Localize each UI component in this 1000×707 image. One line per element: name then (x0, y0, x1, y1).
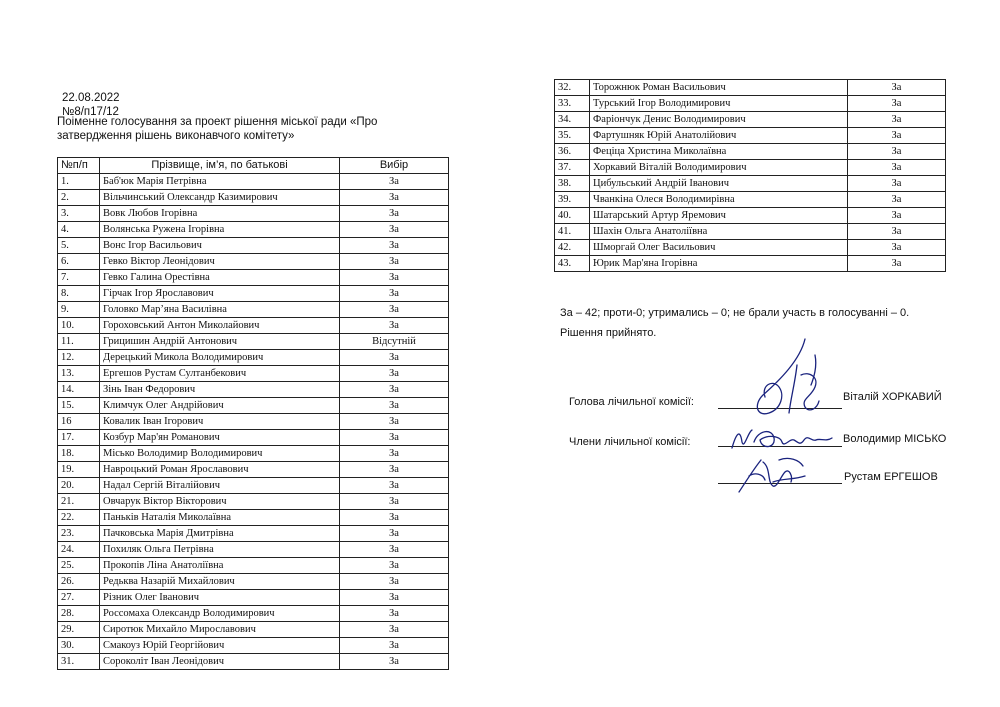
vote-choice: За (340, 637, 449, 653)
table-row (58, 509, 449, 525)
member-name: Вільчинський Олександр Казимирович (100, 189, 340, 205)
member-name: Овчарук Віктор Вікторович (100, 493, 340, 509)
members-label: Члени лічильної комісії: (569, 436, 691, 448)
document-number: №8/п17/12 (62, 106, 119, 118)
table-row (555, 176, 946, 192)
table-row (58, 429, 449, 445)
vote-choice: За (340, 413, 449, 429)
member-name: Різник Олег Іванович (100, 589, 340, 605)
table-row (58, 637, 449, 653)
member-name: Редьква Назарій Михайлович (100, 573, 340, 589)
col-header-number: №п/п (58, 158, 100, 174)
row-number: 6. (58, 253, 100, 269)
member-name: Головко Мар’яна Василівна (100, 301, 340, 317)
table-row (555, 208, 946, 224)
vote-choice: За (848, 208, 946, 224)
member-name: Місько Володимир Володимирович (100, 445, 340, 461)
member-name: Зінь Іван Федорович (100, 381, 340, 397)
table-row (58, 173, 449, 189)
table-row (58, 621, 449, 637)
row-number: 36. (555, 144, 590, 160)
col-header-choice: Вибір (340, 158, 449, 174)
row-number: 13. (58, 365, 100, 381)
member-name: Ергешов Рустам Султанбекович (100, 365, 340, 381)
chair-name: Віталій ХОРКАВИЙ (843, 391, 942, 403)
table-row (58, 205, 449, 221)
table-row (58, 477, 449, 493)
row-number: 35. (555, 128, 590, 144)
row-number: 38. (555, 176, 590, 192)
table-row (58, 541, 449, 557)
member-name: Паньків Наталія Миколаївна (100, 509, 340, 525)
row-number: 15. (58, 397, 100, 413)
table-row (555, 96, 946, 112)
member-name: Шахін Ольга Анатоліївна (590, 224, 848, 240)
vote-choice: За (340, 205, 449, 221)
member-name: Фартушняк Юрій Анатолійович (590, 128, 848, 144)
row-number: 3. (58, 205, 100, 221)
member-name: Хоркавий Віталій Володимирович (590, 160, 848, 176)
row-number: 22. (58, 509, 100, 525)
vote-choice: За (340, 573, 449, 589)
row-number: 29. (58, 621, 100, 637)
member-name: Вонс Ігор Васильович (100, 237, 340, 253)
table-row (58, 525, 449, 541)
document-date: 22.08.2022 (62, 92, 120, 104)
vote-choice: За (340, 429, 449, 445)
vote-choice: За (848, 240, 946, 256)
decision-text: Рішення прийнято. (560, 327, 657, 339)
row-number: 27. (58, 589, 100, 605)
table-row (58, 573, 449, 589)
table-row (58, 461, 449, 477)
row-number: 26. (58, 573, 100, 589)
row-number: 39. (555, 192, 590, 208)
member-name: Гевко Віктор Леонідович (100, 253, 340, 269)
row-number: 16 (58, 413, 100, 429)
vote-choice: За (340, 557, 449, 573)
member2-name: Рустам ЕРГЕШОВ (844, 471, 938, 483)
vote-choice: За (340, 173, 449, 189)
member1-signature (728, 420, 838, 455)
chair-signature (745, 335, 840, 425)
vote-choice: За (340, 605, 449, 621)
row-number: 41. (555, 224, 590, 240)
table-row (58, 365, 449, 381)
row-number: 25. (58, 557, 100, 573)
table-row (555, 224, 946, 240)
table-row (58, 237, 449, 253)
table-row (58, 317, 449, 333)
table-row (555, 160, 946, 176)
vote-choice: За (340, 589, 449, 605)
vote-choice: За (340, 381, 449, 397)
row-number: 24. (58, 541, 100, 557)
row-number: 21. (58, 493, 100, 509)
table-row (58, 653, 449, 669)
vote-choice: За (340, 269, 449, 285)
vote-choice: За (848, 160, 946, 176)
row-number: 43. (555, 256, 590, 272)
vote-choice: За (340, 493, 449, 509)
table-row (555, 144, 946, 160)
table-row (58, 189, 449, 205)
vote-choice: За (848, 176, 946, 192)
row-number: 31. (58, 653, 100, 669)
vote-choice: За (340, 525, 449, 541)
table-row (58, 285, 449, 301)
member-name: Баб'юк Марія Петрівна (100, 173, 340, 189)
row-number: 5. (58, 237, 100, 253)
table-row (555, 240, 946, 256)
document-intro: Поіменне голосування за проект рішення міської ради «Про затвердження рішень виконавчого комітету» (57, 116, 378, 142)
member-name: Шморгай Олег Васильович (590, 240, 848, 256)
vote-table-left (57, 157, 449, 670)
member-name: Смакоуз Юрій Георгійович (100, 637, 340, 653)
member-name: Чванкіна Олеся Володимирівна (590, 192, 848, 208)
row-number: 30. (58, 637, 100, 653)
row-number: 37. (555, 160, 590, 176)
vote-choice: За (340, 365, 449, 381)
row-number: 18. (58, 445, 100, 461)
vote-table-right (554, 79, 946, 272)
row-number: 7. (58, 269, 100, 285)
vote-choice: За (340, 509, 449, 525)
member-name: Шатарський Артур Яремович (590, 208, 848, 224)
member-name: Грицишин Андрій Антонович (100, 333, 340, 349)
member-name: Ковалик Іван Ігорович (100, 413, 340, 429)
vote-choice: За (848, 96, 946, 112)
vote-choice: За (848, 80, 946, 96)
row-number: 34. (555, 112, 590, 128)
row-number: 28. (58, 605, 100, 621)
vote-choice: За (340, 541, 449, 557)
table-row (555, 112, 946, 128)
member-name: Юрик Мар'яна Ігорівна (590, 256, 848, 272)
member-name: Турський Ігор Володимирович (590, 96, 848, 112)
member2-signature (733, 452, 813, 497)
vote-choice: За (340, 301, 449, 317)
vote-choice: За (340, 317, 449, 333)
member-name: Гевко Галина Орестівна (100, 269, 340, 285)
member-name: Сороколіт Іван Леонідович (100, 653, 340, 669)
table-row (58, 333, 449, 349)
table-row (58, 605, 449, 621)
table-header-row (58, 158, 449, 174)
table-row (58, 269, 449, 285)
member-name: Навроцький Роман Ярославович (100, 461, 340, 477)
table-row (555, 192, 946, 208)
vote-summary: За – 42; проти-0; утримались – 0; не брали участь в голосуванні – 0. (560, 307, 910, 319)
vote-choice: За (340, 653, 449, 669)
table-row (58, 349, 449, 365)
vote-choice: За (848, 256, 946, 272)
row-number: 32. (555, 80, 590, 96)
table-row (58, 221, 449, 237)
vote-choice: За (340, 461, 449, 477)
table-row (58, 253, 449, 269)
table-row (58, 381, 449, 397)
chair-label: Голова лічильної комісії: (569, 396, 694, 408)
row-number: 19. (58, 461, 100, 477)
member-name: Похиляк Ольга Петрівна (100, 541, 340, 557)
row-number: 4. (58, 221, 100, 237)
vote-choice: За (340, 445, 449, 461)
row-number: 42. (555, 240, 590, 256)
vote-choice: За (340, 221, 449, 237)
row-number: 14. (58, 381, 100, 397)
member-name: Волянська Ружена Ігорівна (100, 221, 340, 237)
table-row (58, 301, 449, 317)
table-row (555, 256, 946, 272)
table-row (58, 397, 449, 413)
member1-name: Володимир МІСЬКО (843, 433, 947, 445)
vote-choice: За (340, 237, 449, 253)
row-number: 2. (58, 189, 100, 205)
member-name: Торожнюк Роман Васильович (590, 80, 848, 96)
row-number: 8. (58, 285, 100, 301)
vote-choice: За (848, 144, 946, 160)
row-number: 40. (555, 208, 590, 224)
vote-choice: За (848, 112, 946, 128)
table-row (555, 128, 946, 144)
vote-choice: За (340, 397, 449, 413)
member-name: Россомаха Олександр Володимирович (100, 605, 340, 621)
member-name: Гірчак Ігор Ярославович (100, 285, 340, 301)
member-name: Гороховський Антон Миколайович (100, 317, 340, 333)
vote-choice: Відсутній (340, 333, 449, 349)
vote-choice: За (340, 477, 449, 493)
vote-choice: За (340, 189, 449, 205)
table-row (58, 557, 449, 573)
col-header-name: Прізвище, ім’я, по батькові (100, 158, 340, 174)
row-number: 20. (58, 477, 100, 493)
row-number: 17. (58, 429, 100, 445)
table-row (58, 445, 449, 461)
vote-choice: За (340, 253, 449, 269)
table-row (555, 80, 946, 96)
table-row (58, 589, 449, 605)
member-name: Козбур Мар'ян Романович (100, 429, 340, 445)
member-name: Прокопів Ліна Анатоліївна (100, 557, 340, 573)
vote-choice: За (848, 224, 946, 240)
member-name: Сиротюк Михайло Мирославович (100, 621, 340, 637)
table-row (58, 493, 449, 509)
vote-choice: За (340, 621, 449, 637)
row-number: 9. (58, 301, 100, 317)
member-name: Фаріончук Денис Володимирович (590, 112, 848, 128)
row-number: 23. (58, 525, 100, 541)
member-name: Феціца Христина Миколаївна (590, 144, 848, 160)
member-name: Пачковська Марія Дмитрівна (100, 525, 340, 541)
vote-choice: За (340, 349, 449, 365)
table-row (58, 413, 449, 429)
row-number: 12. (58, 349, 100, 365)
row-number: 33. (555, 96, 590, 112)
row-number: 11. (58, 333, 100, 349)
member-name: Климчук Олег Андрійович (100, 397, 340, 413)
member-name: Цибульський Андрій Іванович (590, 176, 848, 192)
vote-choice: За (848, 192, 946, 208)
member-name: Дерецький Микола Володимирович (100, 349, 340, 365)
row-number: 10. (58, 317, 100, 333)
member-name: Надал Сергій Віталійович (100, 477, 340, 493)
vote-choice: За (848, 128, 946, 144)
row-number: 1. (58, 173, 100, 189)
vote-choice: За (340, 285, 449, 301)
member-name: Вовк Любов Ігорівна (100, 205, 340, 221)
